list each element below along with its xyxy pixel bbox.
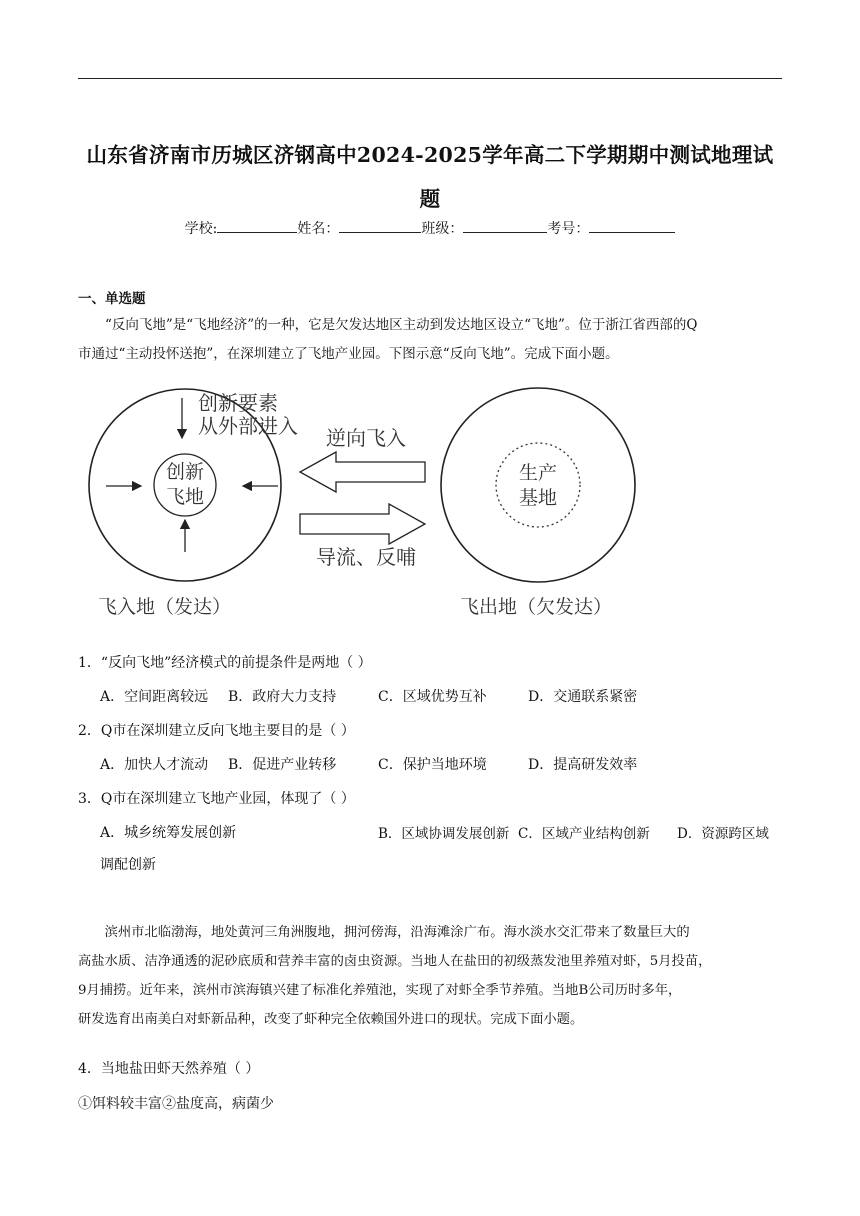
- header-rule: [78, 78, 782, 79]
- question-2-option-d[interactable]: D．提高研发效率: [528, 757, 638, 773]
- passage-2-line-1: 滨州市北临渤海，地处黄河三角洲腹地，拥河傍海，沿海滩涂广布。海水淡水交汇带来了数量巨大的: [104, 925, 690, 940]
- passage-2: [78, 918, 782, 1034]
- question-2-option-b[interactable]: B．促进产业转移: [228, 757, 337, 773]
- question-1-stem: 1．“反向飞地”经济模式的前提条件是两地（ ）: [78, 655, 372, 671]
- innovation-label-2: 从外部进入: [198, 414, 298, 438]
- question-4-statements: ①饵料较丰富②盐度高，病菌少: [78, 1096, 274, 1112]
- name-label: 姓名：: [297, 221, 340, 237]
- question-3-stem: 3．Q市在深圳建立飞地产业园，体现了（ ）: [78, 791, 355, 807]
- question-2-stem: 2．Q市在深圳建立反向飞地主要目的是（ ）: [78, 723, 355, 739]
- passage-2-line-3: 9月捕捞。近年来，滨州市滨海镇兴建了标准化养殖池，实现了对虾全季节养殖。当地B公司历时多年，: [78, 983, 682, 998]
- question-3-option-d[interactable]: D．资源跨区域: [677, 826, 769, 842]
- student-info-line: [0, 218, 860, 238]
- inner-right-label-2: 基地: [518, 487, 558, 509]
- section-heading-single-choice: 一、单选题: [78, 291, 146, 307]
- school-blank[interactable]: [217, 218, 297, 233]
- question-2-option-c[interactable]: C．保护当地环境: [378, 757, 487, 773]
- question-4-stem: 4．当地盐田虾天然养殖（ ）: [78, 1061, 260, 1077]
- name-blank[interactable]: [339, 218, 421, 233]
- guide-feedback-arrow: [300, 504, 425, 544]
- arrow-top-label: 逆向飞入: [326, 426, 406, 450]
- production-base-circle: [496, 443, 580, 527]
- question-3-option-a[interactable]: A．城乡统筹发展创新: [100, 825, 237, 841]
- inner-left-label-1: 创新: [165, 461, 205, 483]
- question-1-option-d[interactable]: D．交通联系紧密: [528, 689, 638, 705]
- passage-1-line-2: 市通过“主动投怀送抱”，在深圳建立了飞地产业园。下图示意“反向飞地”。完成下面小题。: [78, 346, 619, 362]
- question-1-option-a[interactable]: A．空间距离较远: [100, 689, 209, 705]
- school-label: 学校:: [184, 221, 218, 237]
- number-blank[interactable]: [589, 218, 675, 233]
- class-label: 班级：: [421, 221, 464, 237]
- question-2-option-a[interactable]: A．加快人才流动: [100, 757, 209, 773]
- left-caption: 飞入地（发达）: [98, 596, 232, 618]
- class-blank[interactable]: [463, 218, 547, 233]
- page-title-line-1: 山东省济南市历城区济钢高中2024-2025学年高二下学期期中测试地理试: [86, 143, 774, 167]
- page-title-line-2: 题: [419, 187, 441, 211]
- question-3-option-c[interactable]: C．区域产业结构创新: [518, 826, 650, 842]
- reverse-enclave-diagram: [78, 380, 678, 630]
- inner-left-label-2: 飞地: [165, 486, 205, 508]
- number-label: 考号：: [547, 221, 590, 237]
- question-1-option-c[interactable]: C．区域优势互补: [378, 689, 487, 705]
- passage-1: [78, 311, 782, 369]
- passage-1-line-1: “反向飞地”是“飞地经济”的一种，它是欠发达地区主动到发达地区设立“飞地”。位于浙江省西部的Q: [105, 317, 698, 333]
- passage-2-line-4: 研发选育出南美白对虾新品种，改变了虾种完全依赖国外进口的现状。完成下面小题。: [78, 1012, 584, 1027]
- question-3-option-d-continued: 调配创新: [100, 857, 156, 873]
- innovation-label-1: 创新要素: [198, 391, 278, 415]
- inner-right-label-1: 生产: [518, 462, 558, 484]
- passage-2-line-2: 高盐水质、洁净通透的泥砂底质和营养丰富的卤虫资源。当地人在盐田的初级蒸发池里养殖对虾，5月投苗，: [78, 954, 712, 969]
- arrow-bottom-label: 导流、反哺: [316, 545, 416, 569]
- right-caption: 飞出地（欠发达）: [460, 596, 613, 618]
- reverse-fly-in-arrow: [300, 452, 425, 492]
- question-1-option-b[interactable]: B．政府大力支持: [228, 689, 337, 705]
- question-3-option-b[interactable]: B．区域协调发展创新: [378, 826, 510, 842]
- fly-out-circle: [441, 388, 635, 582]
